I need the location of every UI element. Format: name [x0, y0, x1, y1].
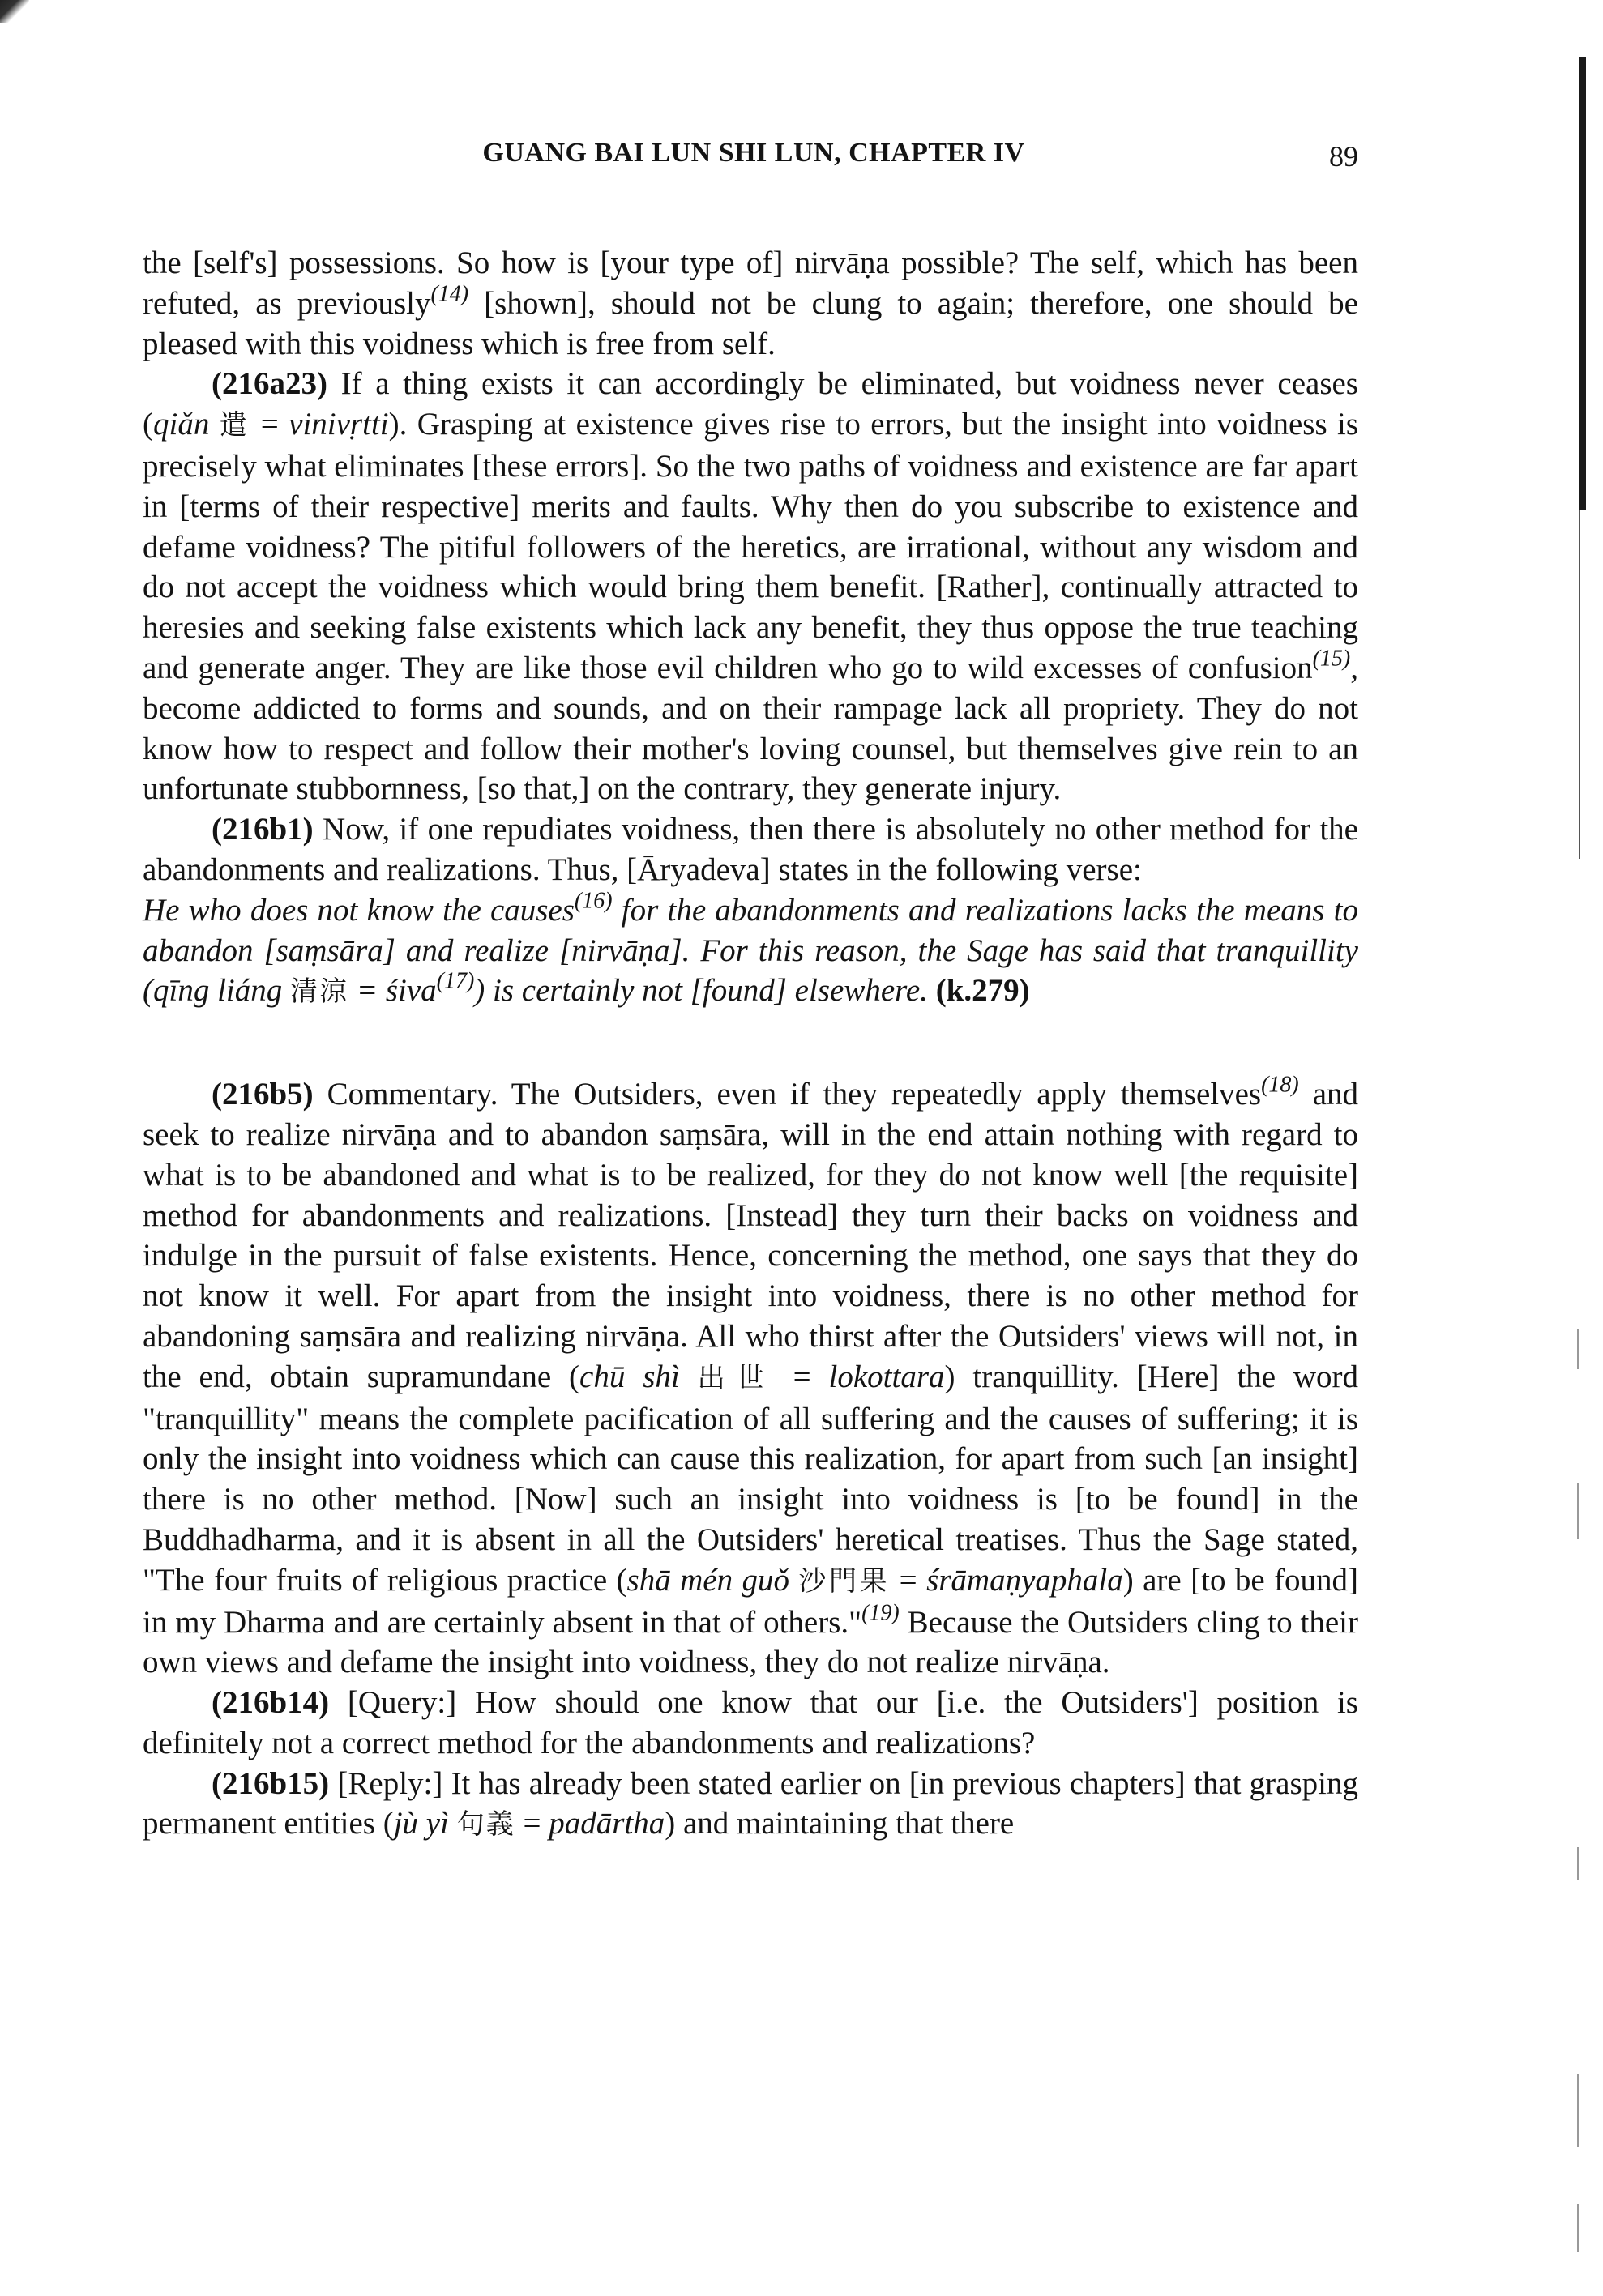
- chinese-characters: 清涼: [290, 975, 348, 1009]
- running-head: GUANG BAI LUN SHI LUN, CHAPTER IV: [482, 138, 1025, 168]
- scan-edge-dash: [1577, 1329, 1579, 1369]
- paragraph-216b1: (216b1) Now, if one repudiates voidness, then there is absolutely no other method for the abandonments and realizations. Thus, [Āryadeva] states in the following verse:: [143, 812, 1358, 887]
- scan-edge-dash: [1577, 2074, 1579, 2147]
- scan-edge-line: [1579, 510, 1580, 859]
- section-ref: (216b15): [212, 1765, 330, 1801]
- footnote-ref-17: (17): [436, 968, 475, 994]
- chinese-characters: 句義: [456, 1808, 515, 1841]
- scan-corner-artifact: [0, 0, 29, 23]
- footnote-ref-14: (14): [430, 281, 469, 307]
- verse-block: He who does not know the causes$^{(16)}$ for the abandonments and realizations lacks the means to abandon [saṃsāra] and realize [nirvāṇa]. For this reason, the Sage has said that tranquillity (qīng liáng 清涼 = śiva$^{(17)}$) is certainly not [found] elsewhere. (k.279): [143, 888, 1358, 1009]
- scan-edge-dash: [1577, 1483, 1579, 1539]
- footnote-ref-19: (19): [861, 1600, 900, 1626]
- footnote-ref-15: (15): [1312, 646, 1351, 672]
- chinese-characters: 沙門果: [798, 1564, 891, 1598]
- paragraph-216b14: (216b14) [Query:] How should one know that our [i.e. the Outsiders'] position is definitely not a correct method for the abandonments and realizations?: [143, 1685, 1358, 1760]
- paragraph-216b5: (216b5) Commentary. The Outsiders, even if they repeatedly apply themselves$^{(18)}$ and seek to realize nirvāṇa and to abandon saṃsāra, will in the end attain nothing with regard to what is to be abandoned and what is to be realized, for they do not know well [the requisite] method for abandonments and realizations. [Instead] they turn their backs on voidness and indulge in the pursuit of false existents. Hence, concerning the method, one says that they do not know it well. For apart from the insight into voidness, there is no other method for abandoning saṃsāra and realizing nirvāṇa. All who thirst after the Outsiders' views will not, in the end, obtain supramundane (chū shì 出世 = lokottara) tranquillity. [Here] the word "tranquillity" means the complete pacification of all suffering and the causes of suffering; it is only the insight into voidness which can cause this realization, for apart from such [an insight] there is no other method. [Now] such an insight into voidness is [to be found] in the Buddhadharma, and it is absent in all the Outsiders' heretical treatises. Thus the Sage stated, "The four fruits of religious practice (shā mén guǒ 沙門果 = śrāmaṇyaphala) are [to be found] in my Dharma and are certainly absent in that of others."$^{(19)}$ Because the Outsiders cling to their own views and defame the insight into voidness, they do not realize nirvāṇa.: [143, 1072, 1359, 1680]
- page-number: 89: [1329, 140, 1358, 173]
- paragraph-1: the [self's] possessions. So how is [your type of] nirvāṇa possible? The self, which has been refuted, as previously$^{(14)}$ [shown], should not be clung to again; therefore, one should be pleased with this voidness which is free from self.: [143, 245, 1358, 361]
- paragraph-216a23: (216a23) If a thing exists it can accordingly be eliminated, but voidness never ceases (qiǎn 遣 = vinivṛtti). Grasping at existence gives rise to errors, but the insight into voidness is precisely what eliminates [these errors]. So the two paths of voidness and existence are far apart in [terms of their respective] merits and faults. Why then do you subscribe to existence and defame voidness? The pitiful followers of the heretics, are irrational, without any wisdom and do not accept the voidness which would bring them benefit. [Rather], continually attracted to heresies and seeking false existents which lack any benefit, they thus oppose the true teaching and generate anger. They are like those evil children who go to wild excesses of confusion$^{(15)}$, become addicted to forms and sounds, and on their rampage lack all propriety. They do not know how to respect and follow their mother's loving counsel, but themselves give rein to an unfortunate stubbornness, [so that,] on the contrary, they generate injury.: [143, 366, 1359, 807]
- section-ref: (216b14): [212, 1685, 330, 1721]
- scan-edge-dash: [1577, 2204, 1579, 2252]
- verse-ref: (k.279): [935, 973, 1030, 1009]
- paragraph-216b15: (216b15) [Reply:] It has already been stated earlier on [in previous chapters] that grasping permanent entities (jù yì 句義 = padārtha) and maintaining that there: [143, 1765, 1358, 1841]
- section-ref: (216b5): [212, 1077, 314, 1112]
- footnote-ref-16: (16): [574, 888, 613, 914]
- section-ref: (216b1): [212, 812, 314, 847]
- chinese-characters: 遣: [219, 409, 251, 442]
- scan-edge-dash: [1577, 1847, 1579, 1880]
- scan-edge-shadow: [1579, 57, 1586, 510]
- chinese-characters: 出世: [697, 1361, 776, 1394]
- body-text: [143, 243, 1358, 1846]
- section-ref: (216a23): [212, 366, 327, 402]
- footnote-ref-18: (18): [1261, 1072, 1299, 1098]
